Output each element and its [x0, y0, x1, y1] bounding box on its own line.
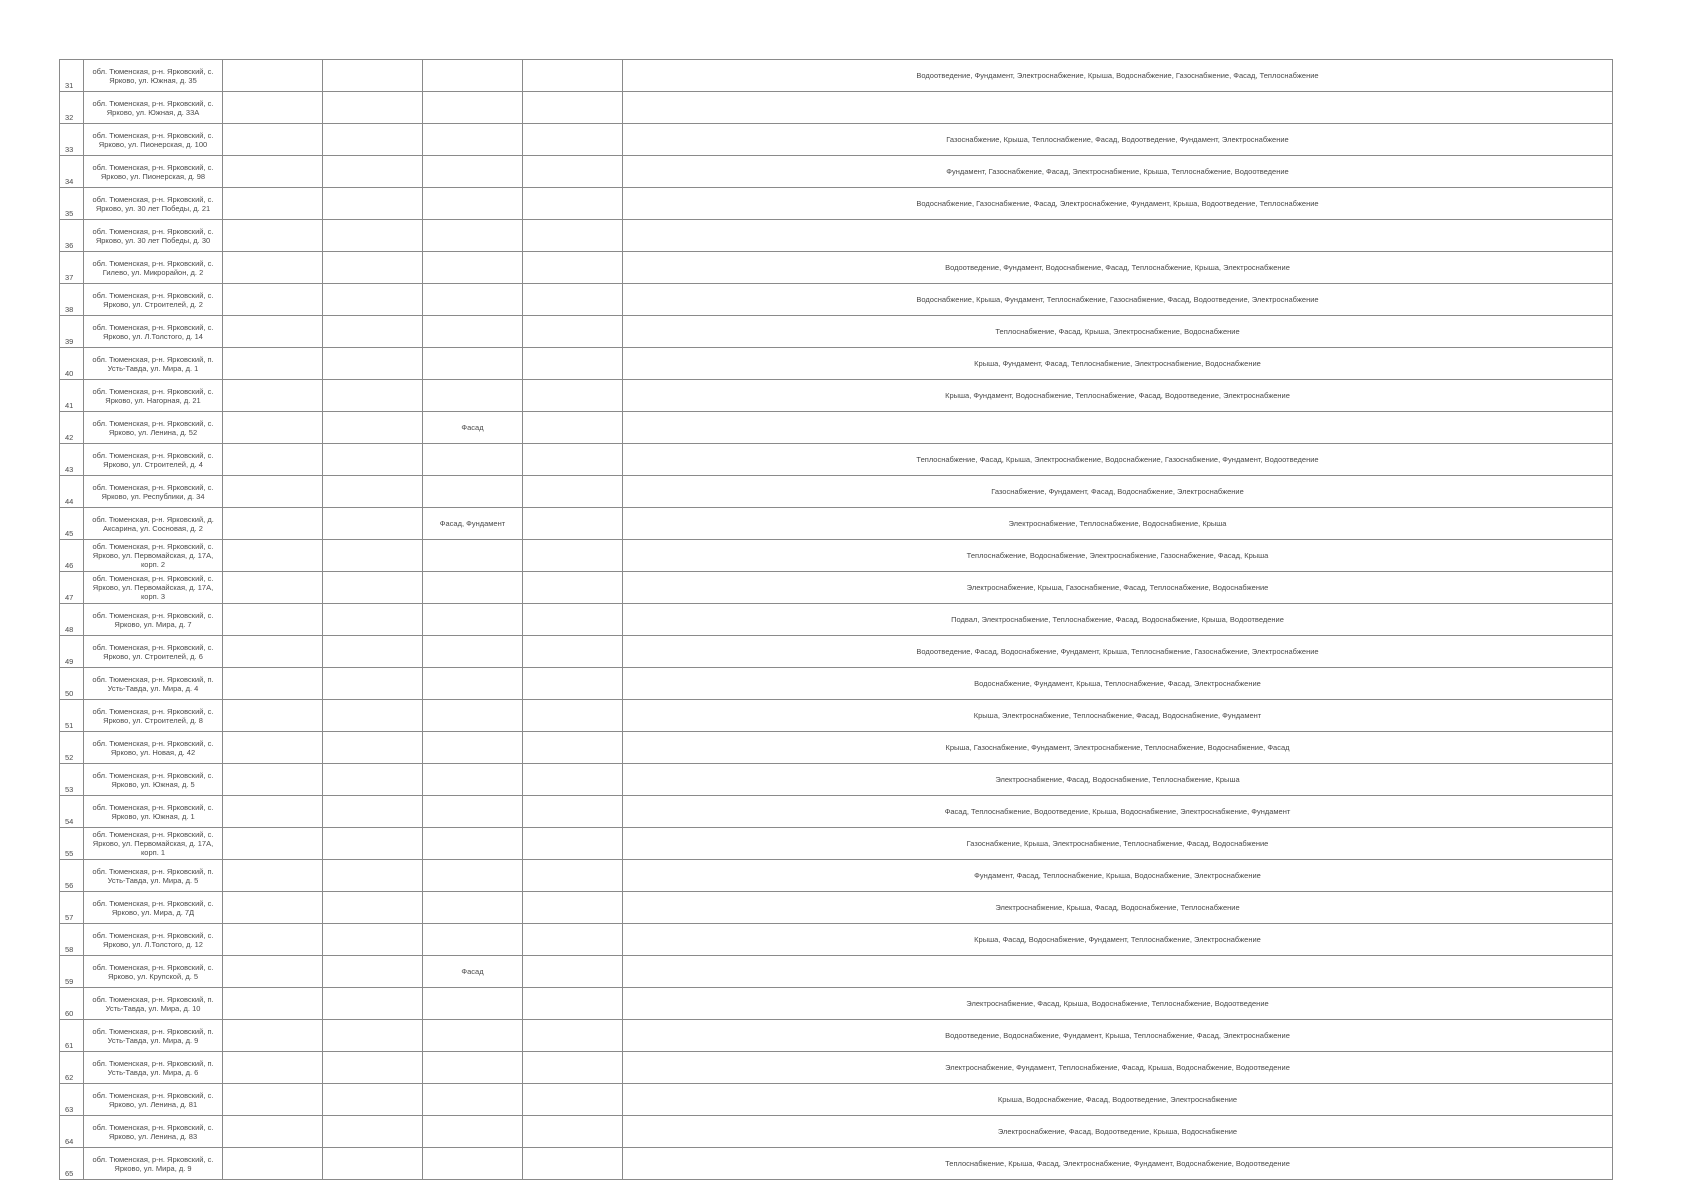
empty-cell [323, 956, 423, 988]
empty-cell [523, 700, 623, 732]
work-type-cell [423, 1116, 523, 1148]
empty-cell [523, 668, 623, 700]
table-row [60, 508, 1613, 540]
works-list-cell: Электроснабжение, Фасад, Водоотведение, Крыша, Водоснабжение [623, 1116, 1613, 1148]
empty-cell [323, 700, 423, 732]
empty-cell [223, 924, 323, 956]
empty-cell [323, 316, 423, 348]
table-row [60, 540, 1613, 572]
empty-cell [323, 764, 423, 796]
work-type-cell [423, 860, 523, 892]
empty-cell [223, 220, 323, 252]
works-list-cell: Электроснабжение, Крыша, Газоснабжение, Фасад, Теплоснабжение, Водоснабжение [623, 572, 1613, 604]
table-row [60, 444, 1613, 476]
empty-cell [523, 348, 623, 380]
work-type-cell [423, 828, 523, 860]
works-list-cell: Фасад, Теплоснабжение, Водоотведение, Крыша, Водоснабжение, Электроснабжение, Фундамент [623, 796, 1613, 828]
address-cell: обл. Тюменская, р-н. Ярковский, с. Ярково, ул. Южная, д. 5 [84, 764, 223, 796]
address-cell: обл. Тюменская, р-н. Ярковский, д. Аксарина, ул. Сосновая, д. 2 [84, 508, 223, 540]
empty-cell [223, 732, 323, 764]
empty-cell [523, 636, 623, 668]
address-cell: обл. Тюменская, р-н. Ярковский, с. Ярково, ул. Ленина, д. 81 [84, 1084, 223, 1116]
table-row [60, 700, 1613, 732]
empty-cell [523, 764, 623, 796]
address-cell: обл. Тюменская, р-н. Ярковский, с. Ярково, ул. 30 лет Победы, д. 30 [84, 220, 223, 252]
empty-cell [323, 124, 423, 156]
empty-cell [223, 92, 323, 124]
work-type-cell [423, 764, 523, 796]
works-list-cell: Электроснабжение, Фундамент, Теплоснабжение, Фасад, Крыша, Водоснабжение, Водоотведение [623, 1052, 1613, 1084]
empty-cell [523, 60, 623, 92]
empty-cell [323, 188, 423, 220]
empty-cell [523, 1084, 623, 1116]
table-row [60, 348, 1613, 380]
address-cell: обл. Тюменская, р-н. Ярковский, с. Гилево, ул. Микрорайон, д. 2 [84, 252, 223, 284]
work-type-cell [423, 572, 523, 604]
empty-cell [323, 636, 423, 668]
works-list-cell: Водоотведение, Фундамент, Электроснабжение, Крыша, Водоснабжение, Газоснабжение, Фасад, Теплоснабжение [623, 60, 1613, 92]
empty-cell [323, 796, 423, 828]
empty-cell [523, 892, 623, 924]
empty-cell [323, 412, 423, 444]
empty-cell [323, 892, 423, 924]
empty-cell [523, 956, 623, 988]
works-list-cell: Теплоснабжение, Фасад, Крыша, Электроснабжение, Водоснабжение, Газоснабжение, Фундамент, Водоотведение [623, 444, 1613, 476]
work-type-cell [423, 348, 523, 380]
empty-cell [223, 1084, 323, 1116]
work-type-cell [423, 924, 523, 956]
empty-cell [523, 1116, 623, 1148]
work-type-cell [423, 796, 523, 828]
row-number: 63 [60, 1084, 84, 1116]
works-list-cell: Крыша, Водоснабжение, Фасад, Водоотведение, Электроснабжение [623, 1084, 1613, 1116]
row-number: 51 [60, 700, 84, 732]
works-list-cell: Водоотведение, Фасад, Водоснабжение, Фундамент, Крыша, Теплоснабжение, Газоснабжение, Электроснабжение [623, 636, 1613, 668]
empty-cell [523, 444, 623, 476]
table-row [60, 252, 1613, 284]
empty-cell [523, 988, 623, 1020]
empty-cell [223, 572, 323, 604]
data-table [59, 59, 1613, 1180]
work-type-cell [423, 476, 523, 508]
work-type-cell: Фасад, Фундамент [423, 508, 523, 540]
empty-cell [323, 252, 423, 284]
empty-cell [523, 924, 623, 956]
row-number: 40 [60, 348, 84, 380]
work-type-cell [423, 1020, 523, 1052]
work-type-cell [423, 124, 523, 156]
work-type-cell [423, 892, 523, 924]
empty-cell [523, 188, 623, 220]
empty-cell [223, 1020, 323, 1052]
works-list-cell: Водоснабжение, Крыша, Фундамент, Теплоснабжение, Газоснабжение, Фасад, Водоотведение, Электроснабжение [623, 284, 1613, 316]
works-list-cell: Водоотведение, Фундамент, Водоснабжение, Фасад, Теплоснабжение, Крыша, Электроснабжение [623, 252, 1613, 284]
work-type-cell [423, 444, 523, 476]
address-cell: обл. Тюменская, р-н. Ярковский, с. Ярково, ул. Мира, д. 7Д [84, 892, 223, 924]
works-list-cell [623, 956, 1613, 988]
works-list-cell [623, 220, 1613, 252]
work-type-cell [423, 1052, 523, 1084]
table-body [60, 60, 1613, 1180]
work-type-cell [423, 380, 523, 412]
table-row [60, 668, 1613, 700]
empty-cell [223, 412, 323, 444]
works-list-cell: Фундамент, Фасад, Теплоснабжение, Крыша, Водоснабжение, Электроснабжение [623, 860, 1613, 892]
work-type-cell [423, 540, 523, 572]
address-cell: обл. Тюменская, р-н. Ярковский, с. Ярково, ул. Южная, д. 33А [84, 92, 223, 124]
address-cell: обл. Тюменская, р-н. Ярковский, с. Ярково, ул. Строителей, д. 2 [84, 284, 223, 316]
work-type-cell [423, 316, 523, 348]
work-type-cell [423, 1084, 523, 1116]
address-cell: обл. Тюменская, р-н. Ярковский, с. Ярково, ул. Республики, д. 34 [84, 476, 223, 508]
work-type-cell [423, 252, 523, 284]
empty-cell [523, 796, 623, 828]
empty-cell [223, 284, 323, 316]
table-row [60, 860, 1613, 892]
address-cell: обл. Тюменская, р-н. Ярковский, п. Усть-Тавда, ул. Мира, д. 10 [84, 988, 223, 1020]
empty-cell [223, 60, 323, 92]
empty-cell [323, 60, 423, 92]
works-list-cell: Крыша, Фундамент, Фасад, Теплоснабжение, Электроснабжение, Водоснабжение [623, 348, 1613, 380]
address-cell: обл. Тюменская, р-н. Ярковский, с. Ярково, ул. Мира, д. 7 [84, 604, 223, 636]
table-row [60, 220, 1613, 252]
row-number: 37 [60, 252, 84, 284]
works-list-cell: Фундамент, Газоснабжение, Фасад, Электроснабжение, Крыша, Теплоснабжение, Водоотведение [623, 156, 1613, 188]
row-number: 32 [60, 92, 84, 124]
address-cell: обл. Тюменская, р-н. Ярковский, п. Усть-Тавда, ул. Мира, д. 1 [84, 348, 223, 380]
row-number: 64 [60, 1116, 84, 1148]
address-cell: обл. Тюменская, р-н. Ярковский, п. Усть-Тавда, ул. Мира, д. 5 [84, 860, 223, 892]
table-row [60, 1084, 1613, 1116]
empty-cell [523, 412, 623, 444]
empty-cell [523, 732, 623, 764]
works-list-cell: Газоснабжение, Фундамент, Фасад, Водоснабжение, Электроснабжение [623, 476, 1613, 508]
table-row [60, 316, 1613, 348]
address-cell: обл. Тюменская, р-н. Ярковский, с. Ярково, ул. Южная, д. 1 [84, 796, 223, 828]
empty-cell [523, 92, 623, 124]
work-type-cell [423, 732, 523, 764]
works-list-cell: Электроснабжение, Фасад, Крыша, Водоснабжение, Теплоснабжение, Водоотведение [623, 988, 1613, 1020]
row-number: 56 [60, 860, 84, 892]
empty-cell [323, 284, 423, 316]
empty-cell [223, 988, 323, 1020]
empty-cell [223, 892, 323, 924]
works-list-cell [623, 92, 1613, 124]
empty-cell [323, 220, 423, 252]
row-number: 57 [60, 892, 84, 924]
empty-cell [523, 380, 623, 412]
table-row [60, 732, 1613, 764]
row-number: 36 [60, 220, 84, 252]
empty-cell [223, 828, 323, 860]
table-row [60, 92, 1613, 124]
table-row [60, 156, 1613, 188]
work-type-cell: Фасад [423, 956, 523, 988]
empty-cell [323, 444, 423, 476]
works-list-cell: Газоснабжение, Крыша, Электроснабжение, Теплоснабжение, Фасад, Водоснабжение [623, 828, 1613, 860]
empty-cell [223, 188, 323, 220]
empty-cell [323, 348, 423, 380]
empty-cell [523, 508, 623, 540]
row-number: 55 [60, 828, 84, 860]
empty-cell [523, 572, 623, 604]
empty-cell [323, 92, 423, 124]
row-number: 65 [60, 1148, 84, 1180]
row-number: 53 [60, 764, 84, 796]
works-list-cell: Электроснабжение, Фасад, Водоснабжение, Теплоснабжение, Крыша [623, 764, 1613, 796]
row-number: 48 [60, 604, 84, 636]
work-type-cell [423, 188, 523, 220]
row-number: 46 [60, 540, 84, 572]
work-type-cell [423, 700, 523, 732]
address-cell: обл. Тюменская, р-н. Ярковский, с. Ярково, ул. Первомайская, д. 17А, корп. 1 [84, 828, 223, 860]
row-number: 31 [60, 60, 84, 92]
empty-cell [323, 476, 423, 508]
empty-cell [523, 1020, 623, 1052]
empty-cell [523, 476, 623, 508]
row-number: 33 [60, 124, 84, 156]
table-row [60, 380, 1613, 412]
table-row [60, 828, 1613, 860]
empty-cell [323, 732, 423, 764]
empty-cell [223, 380, 323, 412]
empty-cell [523, 316, 623, 348]
works-list-cell: Водоснабжение, Газоснабжение, Фасад, Электроснабжение, Фундамент, Крыша, Водоотведение, Теплоснабжение [623, 188, 1613, 220]
address-cell: обл. Тюменская, р-н. Ярковский, с. Ярково, ул. Пионерская, д. 98 [84, 156, 223, 188]
empty-cell [323, 540, 423, 572]
table-row [60, 956, 1613, 988]
table-row [60, 1020, 1613, 1052]
empty-cell [523, 156, 623, 188]
address-cell: обл. Тюменская, р-н. Ярковский, с. Ярково, ул. Л.Толстого, д. 14 [84, 316, 223, 348]
empty-cell [523, 1148, 623, 1180]
address-cell: обл. Тюменская, р-н. Ярковский, с. Ярково, ул. Новая, д. 42 [84, 732, 223, 764]
works-list-cell: Подвал, Электроснабжение, Теплоснабжение, Фасад, Водоснабжение, Крыша, Водоотведение [623, 604, 1613, 636]
empty-cell [223, 316, 323, 348]
row-number: 35 [60, 188, 84, 220]
table-row [60, 124, 1613, 156]
address-cell: обл. Тюменская, р-н. Ярковский, с. Ярково, ул. Первомайская, д. 17А, корп. 2 [84, 540, 223, 572]
empty-cell [323, 924, 423, 956]
table-row [60, 60, 1613, 92]
table-row [60, 636, 1613, 668]
address-cell: обл. Тюменская, р-н. Ярковский, с. Ярково, ул. Строителей, д. 4 [84, 444, 223, 476]
table-row [60, 796, 1613, 828]
empty-cell [323, 572, 423, 604]
empty-cell [223, 764, 323, 796]
empty-cell [523, 252, 623, 284]
row-number: 52 [60, 732, 84, 764]
table-row [60, 764, 1613, 796]
empty-cell [323, 156, 423, 188]
address-cell: обл. Тюменская, р-н. Ярковский, с. Ярково, ул. Строителей, д. 6 [84, 636, 223, 668]
empty-cell [223, 124, 323, 156]
work-type-cell [423, 156, 523, 188]
empty-cell [523, 860, 623, 892]
empty-cell [323, 1084, 423, 1116]
table-row [60, 572, 1613, 604]
work-type-cell [423, 1148, 523, 1180]
row-number: 38 [60, 284, 84, 316]
works-list-cell: Электроснабжение, Крыша, Фасад, Водоснабжение, Теплоснабжение [623, 892, 1613, 924]
empty-cell [323, 988, 423, 1020]
empty-cell [323, 1116, 423, 1148]
work-type-cell [423, 284, 523, 316]
row-number: 59 [60, 956, 84, 988]
row-number: 58 [60, 924, 84, 956]
works-list-cell: Теплоснабжение, Крыша, Фасад, Электроснабжение, Фундамент, Водоснабжение, Водоотведение [623, 1148, 1613, 1180]
address-cell: обл. Тюменская, р-н. Ярковский, с. Ярково, ул. 30 лет Победы, д. 21 [84, 188, 223, 220]
works-list-cell: Теплоснабжение, Водоснабжение, Электроснабжение, Газоснабжение, Фасад, Крыша [623, 540, 1613, 572]
empty-cell [523, 220, 623, 252]
empty-cell [223, 348, 323, 380]
row-number: 49 [60, 636, 84, 668]
empty-cell [223, 956, 323, 988]
empty-cell [323, 1052, 423, 1084]
table-row [60, 1148, 1613, 1180]
address-cell: обл. Тюменская, р-н. Ярковский, с. Ярково, ул. Ленина, д. 83 [84, 1116, 223, 1148]
empty-cell [323, 1148, 423, 1180]
works-list-cell: Крыша, Газоснабжение, Фундамент, Электроснабжение, Теплоснабжение, Водоснабжение, Фасад [623, 732, 1613, 764]
work-type-cell [423, 988, 523, 1020]
address-cell: обл. Тюменская, р-н. Ярковский, п. Усть-Тавда, ул. Мира, д. 4 [84, 668, 223, 700]
works-list-cell [623, 412, 1613, 444]
empty-cell [323, 860, 423, 892]
works-list-cell: Электроснабжение, Теплоснабжение, Водоснабжение, Крыша [623, 508, 1613, 540]
row-number: 44 [60, 476, 84, 508]
row-number: 54 [60, 796, 84, 828]
empty-cell [223, 252, 323, 284]
address-cell: обл. Тюменская, р-н. Ярковский, с. Ярково, ул. Южная, д. 35 [84, 60, 223, 92]
row-number: 47 [60, 572, 84, 604]
empty-cell [523, 284, 623, 316]
work-type-cell [423, 668, 523, 700]
address-cell: обл. Тюменская, р-н. Ярковский, с. Ярково, ул. Л.Толстого, д. 12 [84, 924, 223, 956]
empty-cell [523, 604, 623, 636]
empty-cell [223, 508, 323, 540]
work-type-cell [423, 92, 523, 124]
address-cell: обл. Тюменская, р-н. Ярковский, с. Ярково, ул. Крупской, д. 5 [84, 956, 223, 988]
row-number: 42 [60, 412, 84, 444]
empty-cell [523, 1052, 623, 1084]
row-number: 50 [60, 668, 84, 700]
empty-cell [323, 1020, 423, 1052]
empty-cell [223, 156, 323, 188]
empty-cell [323, 828, 423, 860]
empty-cell [323, 668, 423, 700]
address-cell: обл. Тюменская, р-н. Ярковский, с. Ярково, ул. Ленина, д. 52 [84, 412, 223, 444]
table-row [60, 924, 1613, 956]
row-number: 39 [60, 316, 84, 348]
works-list-cell: Газоснабжение, Крыша, Теплоснабжение, Фасад, Водоотведение, Фундамент, Электроснабжение [623, 124, 1613, 156]
empty-cell [223, 476, 323, 508]
empty-cell [223, 860, 323, 892]
work-type-cell [423, 60, 523, 92]
works-list-cell: Крыша, Электроснабжение, Теплоснабжение, Фасад, Водоснабжение, Фундамент [623, 700, 1613, 732]
empty-cell [223, 604, 323, 636]
empty-cell [223, 540, 323, 572]
empty-cell [523, 540, 623, 572]
row-number: 41 [60, 380, 84, 412]
row-number: 34 [60, 156, 84, 188]
work-type-cell: Фасад [423, 412, 523, 444]
table-row [60, 1116, 1613, 1148]
works-list-cell: Водоотведение, Водоснабжение, Фундамент, Крыша, Теплоснабжение, Фасад, Электроснабжение [623, 1020, 1613, 1052]
empty-cell [223, 668, 323, 700]
table-row [60, 1052, 1613, 1084]
works-list-cell: Крыша, Фасад, Водоснабжение, Фундамент, Теплоснабжение, Электроснабжение [623, 924, 1613, 956]
works-list-cell: Теплоснабжение, Фасад, Крыша, Электроснабжение, Водоснабжение [623, 316, 1613, 348]
table-row [60, 476, 1613, 508]
row-number: 43 [60, 444, 84, 476]
table-row [60, 604, 1613, 636]
empty-cell [323, 380, 423, 412]
address-cell: обл. Тюменская, р-н. Ярковский, с. Ярково, ул. Строителей, д. 8 [84, 700, 223, 732]
empty-cell [323, 508, 423, 540]
works-list-cell: Крыша, Фундамент, Водоснабжение, Теплоснабжение, Фасад, Водоотведение, Электроснабжение [623, 380, 1613, 412]
work-type-cell [423, 636, 523, 668]
empty-cell [223, 1116, 323, 1148]
empty-cell [523, 124, 623, 156]
table-row [60, 412, 1613, 444]
table-row [60, 188, 1613, 220]
row-number: 61 [60, 1020, 84, 1052]
empty-cell [223, 1052, 323, 1084]
address-cell: обл. Тюменская, р-н. Ярковский, с. Ярково, ул. Первомайская, д. 17А, корп. 3 [84, 572, 223, 604]
row-number: 60 [60, 988, 84, 1020]
address-cell: обл. Тюменская, р-н. Ярковский, с. Ярково, ул. Нагорная, д. 21 [84, 380, 223, 412]
table-row [60, 892, 1613, 924]
address-cell: обл. Тюменская, р-н. Ярковский, с. Ярково, ул. Мира, д. 9 [84, 1148, 223, 1180]
empty-cell [223, 444, 323, 476]
work-type-cell [423, 604, 523, 636]
table-row [60, 284, 1613, 316]
empty-cell [223, 796, 323, 828]
empty-cell [323, 604, 423, 636]
address-cell: обл. Тюменская, р-н. Ярковский, с. Ярково, ул. Пионерская, д. 100 [84, 124, 223, 156]
empty-cell [223, 1148, 323, 1180]
table-row [60, 988, 1613, 1020]
row-number: 62 [60, 1052, 84, 1084]
empty-cell [223, 700, 323, 732]
row-number: 45 [60, 508, 84, 540]
work-type-cell [423, 220, 523, 252]
works-list-cell: Водоснабжение, Фундамент, Крыша, Теплоснабжение, Фасад, Электроснабжение [623, 668, 1613, 700]
address-cell: обл. Тюменская, р-н. Ярковский, п. Усть-Тавда, ул. Мира, д. 6 [84, 1052, 223, 1084]
empty-cell [223, 636, 323, 668]
address-cell: обл. Тюменская, р-н. Ярковский, п. Усть-Тавда, ул. Мира, д. 9 [84, 1020, 223, 1052]
empty-cell [523, 828, 623, 860]
